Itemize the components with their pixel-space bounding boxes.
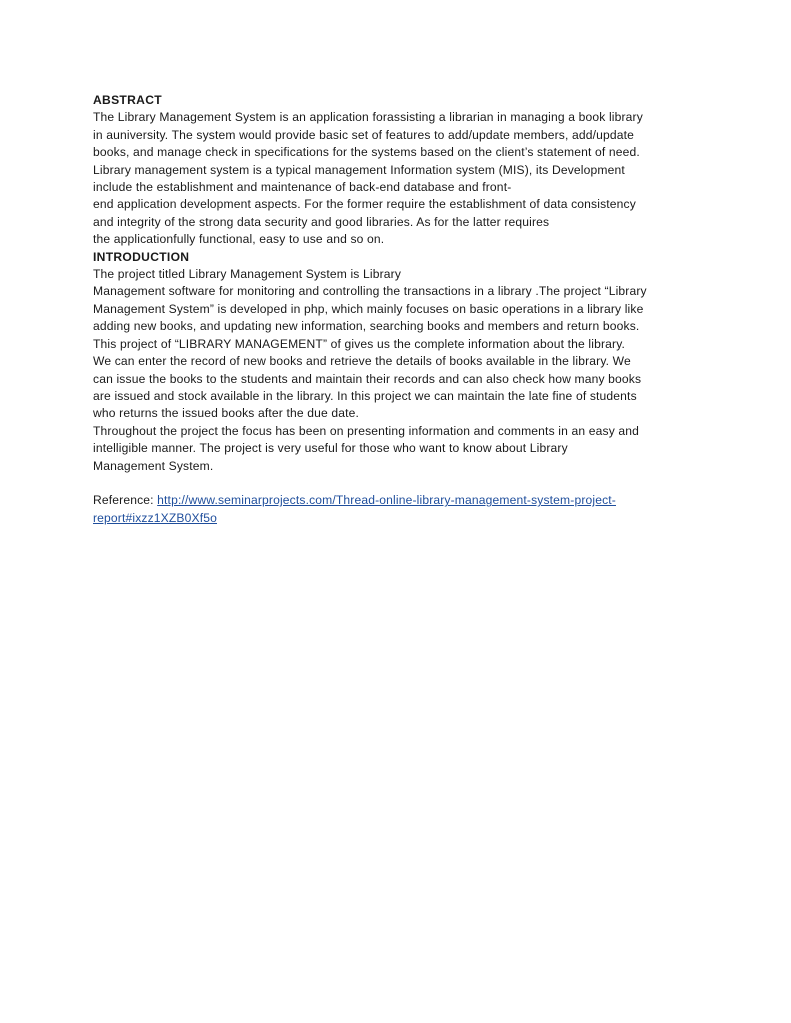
- abstract-line: Library management system is a typical management Information system (MIS), its Development: [93, 162, 625, 177]
- introduction-line: Throughout the project the focus has been on presenting information and comments in an easy and: [93, 423, 640, 438]
- introduction-line: adding new books, and updating new information, searching books and members and return books.: [93, 319, 640, 334]
- abstract-line: include the establishment and maintenance of back-end database and front-: [93, 180, 512, 195]
- abstract-line: The Library Management System is an application forassisting a librarian in managing a book library: [93, 110, 643, 125]
- reference-label: Reference:: [93, 493, 158, 508]
- reference-line: [93, 492, 705, 509]
- introduction-line: are issued and stock available in the library. In this project we can maintain the late fine of students: [93, 388, 637, 403]
- introduction-line: intelligible manner. The project is very useful for those who want to know about Library: [93, 441, 568, 456]
- abstract-line: end application development aspects. For the former require the establishment of data consistency: [93, 197, 636, 212]
- introduction-body: [93, 266, 705, 475]
- abstract-line: books, and manage check in specifications for the systems based on the client’s statement of need.: [93, 145, 640, 160]
- abstract-line: the applicationfully functional, easy to use and so on.: [93, 232, 385, 247]
- introduction-line: Management System.: [93, 458, 214, 473]
- document-page: [93, 92, 705, 527]
- abstract-line: and integrity of the strong data security and good libraries. As for the latter requires: [93, 214, 550, 229]
- reference-line: [93, 510, 705, 527]
- abstract-heading: ABSTRACT: [93, 93, 162, 107]
- abstract-line: in auniversity. The system would provide basic set of features to add/update members, add/update: [93, 127, 634, 142]
- paragraph-spacer: [93, 475, 705, 492]
- reference-link-continued[interactable]: report#ixzz1XZB0Xf5o: [93, 510, 217, 525]
- introduction-line: who returns the issued books after the due date.: [93, 406, 360, 421]
- introduction-line: Management System” is developed in php, which mainly focuses on basic operations in a library like: [93, 301, 644, 316]
- introduction-line: Management software for monitoring and controlling the transactions in a library .The project “Library: [93, 284, 647, 299]
- reference-link[interactable]: http://www.seminarprojects.com/Thread-online-library-management-system-project-: [157, 493, 616, 508]
- introduction-line: This project of “LIBRARY MANAGEMENT” of gives us the complete information about the library.: [93, 336, 626, 351]
- introduction-line: The project titled Library Management System is Library: [93, 267, 402, 282]
- reference-block: [93, 492, 705, 527]
- introduction-heading: INTRODUCTION: [93, 249, 190, 264]
- introduction-line: can issue the books to the students and maintain their records and can also check how many books: [93, 371, 642, 386]
- abstract-body: [93, 109, 705, 248]
- introduction-line: We can enter the record of new books and retrieve the details of books available in the library. We: [93, 354, 631, 369]
